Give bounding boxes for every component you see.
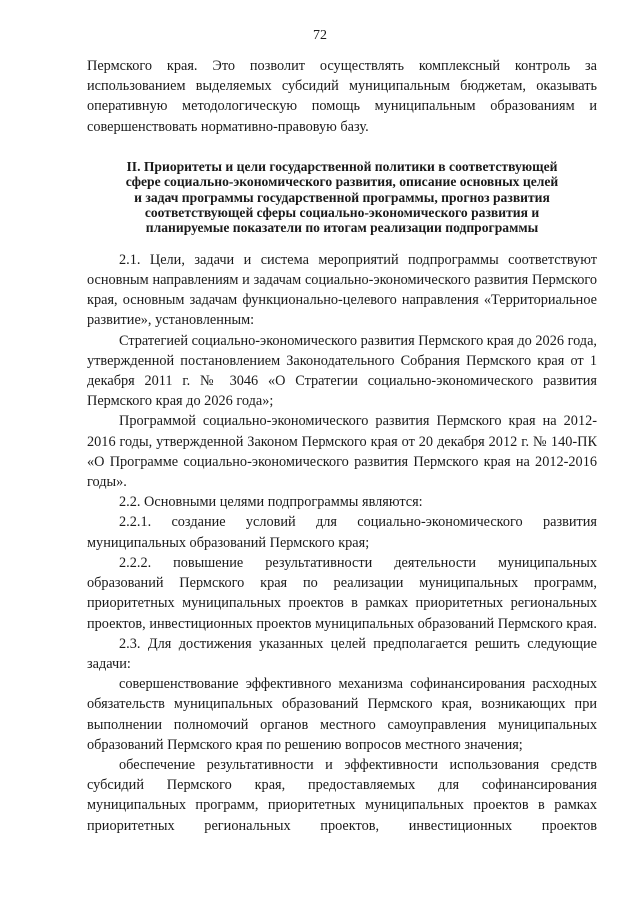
intro-paragraph: Пермского края. Это позволит осуществлять комплексный контроль за использованием выделяемых субсидий муниципальным бюджетам, оказывать оперативную методологическую помощь муниципальным образованиям и совершенствовать нормативно-правовую базу. — [87, 58, 597, 135]
page-number: 72 — [313, 28, 327, 43]
heading-line: сфере социально-экономического развития, описание основных целей — [125, 174, 559, 190]
heading-line: II. Приоритеты и цели государственной политики в соответствующей — [126, 158, 558, 174]
paragraph-2-3: 2.3. Для достижения указанных целей предполагается решить следующие задачи: — [87, 635, 597, 672]
paragraph-2-2: 2.2. Основными целями подпрограммы являются: — [119, 494, 423, 511]
heading-line: планируемые показатели по итогам реализации подпрограммы — [145, 220, 539, 236]
heading-line: и задач программы государственной программы, прогноз развития — [134, 189, 550, 205]
section-heading — [87, 159, 597, 236]
paragraph-program: Программой социально-экономического развития Пермского края на 2012-2016 годы, утвержденной Законом Пермского края от 20 декабря 2012 г. № 140-ПК «О Программе социально-экономического развития Пермского края на 2012-2016 годы». — [87, 413, 597, 491]
paragraph-task-1: совершенствование эффективного механизма софинансирования расходных обязательств муниципальных образований Пермского края, возникающих при выполнении полномочий органов местного самоуправления муниципальных образований Пермского края по решению вопросов местного значения; — [87, 676, 597, 753]
paragraph-strategy: Стратегией социально-экономического развития Пермского края до 2026 года, утвержденной постановлением Законодательного Собрания Пермского края от 1 декабря 2011 г. № 3046 «О Стратегии социально-экономического развития Пермского края до 2026 года»; — [87, 332, 598, 410]
paragraph-task-2: обеспечение результативности и эффективности использования средств субсидий Пермского края, предоставляемых для софинансирования муниципальных программ, приоритетных муниципальных проектов в рамках приоритетных региональных проектов, инвестиционных проектов — [87, 756, 597, 834]
paragraph-2-2-1: 2.2.1. создание условий для социально-экономического развития муниципальных образований Пермского края; — [87, 514, 597, 551]
document-body — [87, 56, 597, 836]
heading-line: соответствующей сферы социально-экономического развития и — [144, 205, 540, 221]
paragraph-2-2-2: 2.2.2. повышение результативности деятельности муниципальных образований Пермского края по реализации муниципальных программ, приоритетных муниципальных проектов в рамках приоритетных региональных проектов, инвестиционных проектов муниципальных образований Пермского края. — [87, 554, 597, 632]
paragraph-2-1: 2.1. Цели, задачи и система мероприятий подпрограммы соответствуют основным направлениям и задачам социально-экономического развития Пермского края, основным задачам функционально-целевого направления «Территориальное развитие», установленным: — [87, 251, 597, 329]
